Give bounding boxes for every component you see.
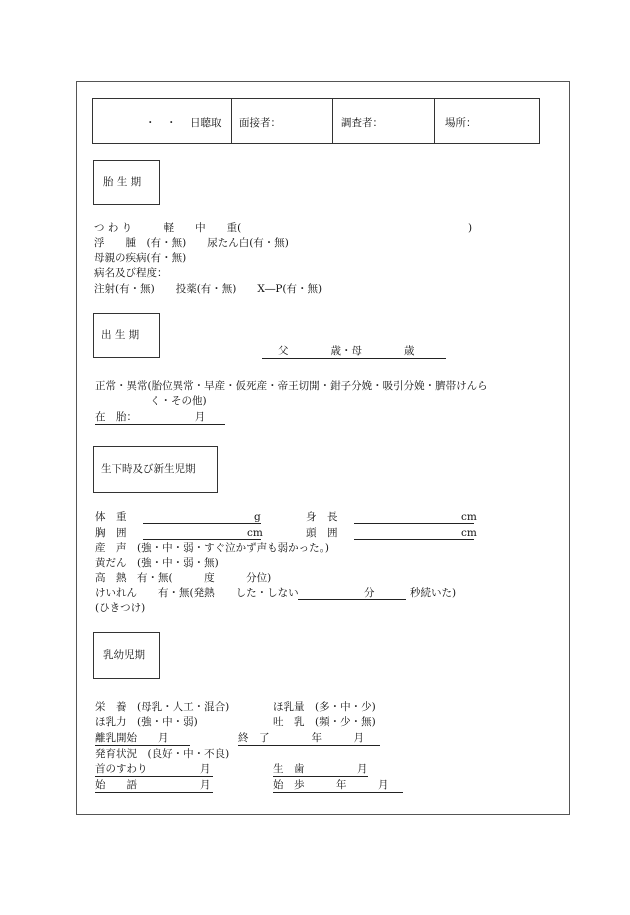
head-field[interactable] — [354, 539, 474, 540]
parent-age-underline — [262, 358, 446, 359]
height-unit: cm — [461, 511, 477, 523]
birth-section-title: 出 生 期 — [101, 329, 140, 341]
investigator-cell[interactable] — [333, 99, 435, 143]
milk-amount-line: ほ乳量 (多・中・少) — [273, 701, 376, 713]
chest-unit: cm — [247, 527, 263, 539]
parent-age-line: 父 歳・母 歳 — [278, 345, 415, 357]
injection-line: 注射(有・無) 投薬(有・無) X―P(有・無) — [94, 283, 323, 295]
date-dots: ・ ・ — [145, 117, 177, 129]
head-label: 頭 囲 — [306, 527, 338, 539]
weaning-end: 終 了 年 月 — [238, 732, 364, 744]
convulsion-minutes-label: 分 — [364, 587, 375, 599]
head-unit: cm — [461, 527, 477, 539]
chest-label: 胸 囲 — [95, 527, 127, 539]
teething-underline — [273, 776, 368, 777]
maternal-illness-line: 母親の疾病(有・無) — [94, 252, 187, 264]
first-cry-line: 産 声 (強・中・弱・すぐ泣かず声も弱かった。) — [95, 542, 329, 554]
investigator-label: 調査者： — [341, 117, 383, 129]
nutrition-line: 栄 養 (母乳・人工・混合) — [95, 701, 230, 713]
neck-control-underline — [95, 776, 213, 777]
gestation-underline — [95, 424, 225, 425]
infant-section-title: 乳幼児期 — [103, 649, 145, 661]
newborn-section-title: 生下時及び新生児期 — [101, 463, 196, 475]
sucking-line: ほ乳力 (強・中・弱) — [95, 716, 198, 728]
interviewer-cell[interactable] — [232, 99, 333, 143]
infant-section-box — [93, 632, 160, 679]
weight-unit: g — [254, 511, 261, 523]
weight-label: 体 重 — [95, 511, 127, 523]
birth-section-box — [93, 313, 160, 358]
morning-sickness-close: ) — [468, 222, 473, 234]
first-steps: 始 歩 年 月 — [273, 779, 389, 791]
convulsion-note: (ひきつけ) — [95, 602, 146, 614]
first-words: 始 語 月 — [95, 779, 211, 791]
weaning-end-underline — [238, 745, 380, 746]
morning-sickness-line: つ わ り 軽 中 重( — [94, 222, 242, 234]
neck-control: 首のすわり 月 — [95, 763, 211, 775]
place-label: 場所： — [445, 117, 477, 129]
edema-line: 浮 腫 (有・無) 尿たん白(有・無) — [94, 237, 289, 249]
jaundice-line: 黄だん (強・中・弱・無) — [95, 557, 219, 569]
chest-field[interactable] — [143, 539, 261, 540]
first-steps-underline — [273, 792, 403, 793]
vomit-line: 吐 乳 (頻・少・無) — [273, 716, 376, 728]
interviewer-label: 面接者： — [239, 117, 281, 129]
height-field[interactable] — [354, 523, 474, 524]
date-cell[interactable] — [93, 99, 232, 143]
newborn-section-box — [93, 446, 218, 493]
weaning-start-underline — [95, 745, 190, 746]
place-cell[interactable] — [435, 99, 539, 143]
development-line: 発育状況 (良好・中・不良) — [95, 748, 230, 760]
date-label: 日聴取 — [190, 117, 222, 129]
teething: 生 歯 月 — [273, 763, 368, 775]
convulsion-line: けいれん 有・無(発熱 した・しない — [95, 587, 299, 599]
weaning-start: 離乳開始 月 — [95, 732, 169, 744]
first-words-underline — [95, 792, 213, 793]
fever-line: 高 熱 有・無( 度 分位) — [95, 572, 272, 584]
birth-status-line1: 正常・異常(胎位異常・早産・仮死産・帝王切開・鉗子分娩・吸引分娩・臍帯けんら — [95, 380, 488, 392]
weight-field[interactable] — [143, 523, 261, 524]
illness-name-line: 病名及び程度： — [94, 267, 168, 279]
convulsion-duration-field[interactable] — [298, 599, 406, 600]
height-label: 身 長 — [306, 511, 338, 523]
fetal-section-box — [93, 160, 160, 205]
birth-status-line2: く・その他) — [150, 395, 207, 407]
gestation-term: 在 胎： 月 — [95, 411, 206, 423]
interview-header-table — [92, 98, 540, 144]
fetal-section-title: 胎 生 期 — [103, 176, 142, 188]
convulsion-seconds-label: 秒続いた) — [410, 587, 457, 599]
